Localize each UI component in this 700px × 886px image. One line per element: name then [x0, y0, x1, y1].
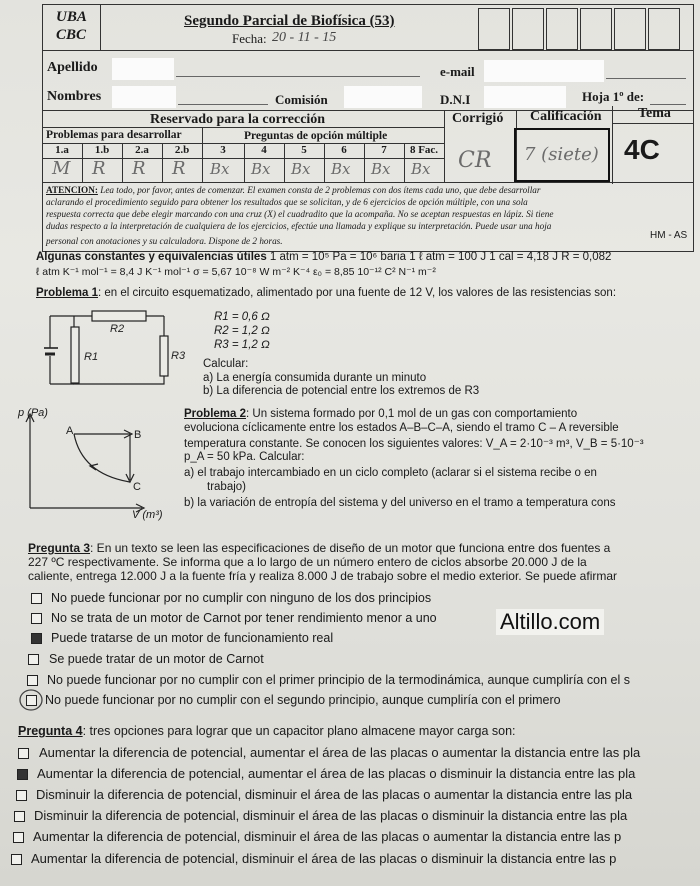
dni-field[interactable]	[484, 86, 566, 108]
question3-label: Pregunta 3	[28, 541, 91, 555]
q3-option-checkbox-checked[interactable]	[31, 633, 42, 644]
university-label: UBA	[56, 9, 87, 25]
grade-handwritten: 7 (siete)	[524, 144, 599, 165]
resistance-r3: R3 = 1,2 Ω	[214, 339, 270, 351]
email-line	[606, 78, 686, 79]
sheet-line	[650, 104, 686, 105]
attention-text: Lea todo, por favor, antes de comenzar. El examen consta de 2 problemas con dos ítems cada uno, que debe desarrollar	[97, 185, 541, 195]
grid-divider	[444, 110, 445, 182]
question3-statement	[28, 541, 610, 555]
col-header: 5	[301, 144, 307, 156]
attention-text: respuesta correcta que debe elegir marcando con una cruz (X) el cuadradito que la acompaña. No se aceptan respuestas en lápiz. Si tiene	[46, 209, 554, 219]
score-box[interactable]	[546, 8, 578, 50]
problem2-item-a: trabajo)	[207, 481, 246, 493]
email-label: e-mail	[440, 64, 475, 79]
handwritten-mark: Bx	[331, 160, 351, 178]
col-header: 1.a	[55, 144, 69, 156]
constants-line	[36, 251, 611, 263]
problem1-label: Problema 1	[36, 287, 98, 299]
col-header: 1.b	[94, 144, 110, 156]
q4-option-checkbox-checked[interactable]	[17, 769, 28, 780]
q3-option-checkbox[interactable]	[31, 593, 42, 604]
score-box[interactable]	[614, 8, 646, 50]
q4-option-label[interactable]: Aumentar la diferencia de potencial, disminuir el área de las placas o disminuir la distancia entre las p	[31, 851, 617, 866]
problem2-text: temperatura constante. Se conocen los siguientes valores: V_A = 2·10⁻³ m³, V_B = 5·10⁻³	[184, 438, 644, 450]
attention-text: personal con anotaciones y su calculadora. Dispone de 2 horas.	[46, 236, 283, 246]
handwritten-mark: R	[132, 158, 146, 179]
q3-option-checkbox[interactable]	[31, 613, 42, 624]
pv-point-a: A	[66, 425, 74, 437]
problem2-label: Problema 2	[184, 408, 246, 420]
q4-option-checkbox[interactable]	[11, 854, 22, 865]
surname-line	[176, 76, 420, 77]
col-header: 2.b	[174, 144, 190, 156]
problem1-calc: Calcular:	[203, 358, 249, 370]
grid-row	[42, 127, 444, 128]
handwritten-circle	[16, 686, 46, 714]
q3-option-label[interactable]: No puede funcionar por no cumplir con el primer principio de la termodinámica, aunque cumpliría con el s	[47, 673, 630, 687]
circuit-label-r1: R1	[84, 351, 99, 363]
q4-option-checkbox[interactable]	[16, 790, 27, 801]
score-box[interactable]	[580, 8, 612, 50]
question3-text: caliente, entrega 12.000 J a la fuente fría y realiza 8.000 J de trabajo sobre el medio exterior. Se puede afirmar	[28, 569, 618, 583]
problem1-statement	[36, 287, 616, 299]
score-box[interactable]	[648, 8, 680, 50]
pv-point-b: B	[134, 429, 142, 441]
logo-divider	[100, 4, 101, 50]
q3-option-label[interactable]: Se puede tratar de un motor de Carnot	[49, 652, 264, 666]
col-header: 7	[381, 144, 387, 156]
score-box[interactable]	[478, 8, 510, 50]
names-label: Nombres	[47, 89, 102, 104]
grid-row	[612, 123, 694, 124]
handwritten-mark: Bx	[411, 160, 431, 178]
question4-statement	[18, 724, 516, 738]
email-field[interactable]	[484, 60, 604, 82]
question3-text: : En un texto se leen las especificaciones de diseño de un motor que funciona entre dos fuentes a	[90, 541, 611, 555]
score-box[interactable]	[512, 8, 544, 50]
q4-option-label[interactable]: Aumentar la diferencia de potencial, disminuir el área de las placas o aumentar la distancia entre las p	[33, 829, 622, 844]
commission-field[interactable]	[344, 86, 422, 108]
circuit-label-r3: R3	[171, 350, 186, 362]
resistance-r1: R1 = 0,6 Ω	[214, 311, 270, 323]
q4-option-checkbox[interactable]	[18, 748, 29, 759]
q4-option-label[interactable]: Aumentar la diferencia de potencial, aumentar el área de las placas o disminuir la distancia entre las pla	[37, 766, 636, 781]
problems-label: Problemas para desarrollar	[46, 129, 182, 141]
school-label: CBC	[56, 27, 87, 43]
q3-option-checkbox[interactable]	[27, 675, 38, 686]
names-line	[178, 104, 268, 105]
problem1-item-b: b) La diferencia de potencial entre los extremos de R3	[203, 385, 480, 397]
resistance-r2: R2 = 1,2 Ω	[214, 325, 270, 337]
col-header: 3	[220, 144, 226, 156]
pv-axis-x-label: V (m³)	[132, 509, 163, 521]
q4-option-label[interactable]: Disminuir la diferencia de potencial, disminuir el área de las placas o aumentar la distancia entre las pla	[36, 787, 633, 802]
q3-option-label[interactable]: Puede tratarse de un motor de funcionamiento real	[51, 631, 334, 645]
constants-text: 1 atm = 10⁵ Pa = 10⁶ baria 1 ℓ atm = 100 J 1 cal = 4,18 J R = 0,082	[266, 251, 612, 263]
constants-text: ℓ atm K⁻¹ mol⁻¹ = 8,4 J K⁻¹ mol⁻¹ σ = 5,67 10⁻⁸ W m⁻² K⁻⁴ ε₀ = 8,85 10⁻¹² C² N⁻¹ m⁻²	[36, 266, 436, 278]
grid-bottom	[42, 182, 694, 183]
problem2-item-a: a) el trabajo intercambiado en un ciclo completo (aclarar si el sistema recibe o en	[184, 467, 597, 479]
col-header: 2.a	[135, 144, 149, 156]
handwritten-mark: M	[52, 158, 71, 179]
attention-text: aclarando el procedimiento seguido para obtener los resultados que se solicitan, y de 6 ejercicios de opción múltiple, con una sola	[46, 197, 528, 207]
tema-label: Tema	[638, 106, 671, 121]
handwritten-mark: R	[172, 158, 186, 179]
problem2-text: : Un sistema formado por 0,1 mol de un gas con comportamiento	[246, 408, 578, 420]
question4-text: : tres opciones para lograr que un capacitor plano almacene mayor carga son:	[82, 724, 516, 738]
exam-title: Segundo Parcial de Biofísica (53)	[184, 13, 395, 29]
commission-label: Comisión	[275, 92, 328, 107]
corrector-initials: CR	[458, 148, 492, 173]
q4-option-label[interactable]: Aumentar la diferencia de potencial, aumentar el área de las placas o aumentar la distancia entre las pla	[39, 745, 641, 760]
pv-axis-y-label: p (Pa)	[18, 407, 48, 419]
mc-label: Preguntas de opción múltiple	[244, 130, 388, 142]
col-header: 6	[341, 144, 347, 156]
tema-value: 4C	[624, 134, 660, 165]
q3-option-label[interactable]: No se trata de un motor de Carnot por tener rendimiento menor a uno	[51, 611, 437, 625]
date-label: Fecha:	[232, 31, 267, 46]
q3-option-checkbox[interactable]	[28, 654, 39, 665]
attention-text: dudas respecto a la interpretación de cualquiera de los ejercicios, efectúe una llamada y explique su interpretación. Puede usar una hoja	[46, 221, 552, 231]
sheet-label: Hoja 1º de:	[582, 89, 645, 104]
circuit-diagram	[44, 302, 194, 412]
watermark: Altillo.com	[496, 609, 604, 635]
exam-code: HM - AS	[650, 230, 688, 241]
handwritten-mark: Bx	[291, 160, 311, 178]
col-header: 4	[261, 144, 267, 156]
dni-label: D.N.I	[440, 92, 471, 107]
question3-text: 227 ºC respectivamente. Se informa que a lo largo de un número entero de ciclos absorbe 20.000 J de la	[28, 555, 587, 569]
attention-label: ATENCION:	[46, 185, 98, 195]
header-divider	[42, 50, 694, 51]
problem1-item-a: a) La energía consumida durante un minuto	[203, 372, 427, 384]
reserved-label: Reservado para la corrección	[150, 112, 326, 127]
col-header: 8 Fac.	[409, 144, 439, 156]
q3-option-label[interactable]: No puede funcionar por no cumplir con el segundo principio, aunque cumpliría con el primero	[45, 693, 561, 707]
surname-label: Apellido	[47, 60, 98, 75]
circuit-label-r2: R2	[110, 323, 125, 335]
calificacion-label: Calificación	[530, 109, 602, 124]
handwritten-mark: Bx	[210, 160, 230, 178]
handwritten-mark: Bx	[371, 160, 391, 178]
corrigio-label: Corrigió	[452, 111, 504, 126]
handwritten-mark: Bx	[251, 160, 271, 178]
pv-point-c: C	[133, 481, 141, 493]
constants-label: Algunas constantes y equivalencias útiles	[36, 251, 267, 263]
grid-divider	[612, 106, 613, 184]
problem2-text: p_A = 50 kPa. Calcular:	[184, 451, 305, 463]
problem2-text: evoluciona cíclicamente entre los estados A–B–C–A, siendo el tramo C – A reversible	[184, 422, 619, 434]
q3-option-label[interactable]: No puede funcionar por no cumplir con ninguno de los dos principios	[51, 591, 432, 605]
problem1-text: : en el circuito esquematizado, alimentado por una fuente de 12 V, los valores de las resistencias son:	[98, 287, 617, 299]
q4-option-label[interactable]: Disminuir la diferencia de potencial, disminuir el área de las placas o disminuir la distancia entre las pla	[34, 808, 628, 823]
attention-line	[46, 185, 540, 195]
handwritten-mark: R	[92, 158, 106, 179]
names-field[interactable]	[112, 86, 176, 108]
date-value: 20 - 11 - 15	[272, 30, 337, 45]
q4-option-checkbox[interactable]	[14, 811, 25, 822]
q4-option-checkbox[interactable]	[13, 832, 24, 843]
surname-field[interactable]	[112, 58, 174, 80]
question4-label: Pregunta 4	[18, 724, 83, 738]
problem2-item-b: b) la variación de entropía del sistema y del universo en el tramo a temperatura cons	[184, 497, 616, 509]
problem2-statement	[184, 408, 577, 420]
